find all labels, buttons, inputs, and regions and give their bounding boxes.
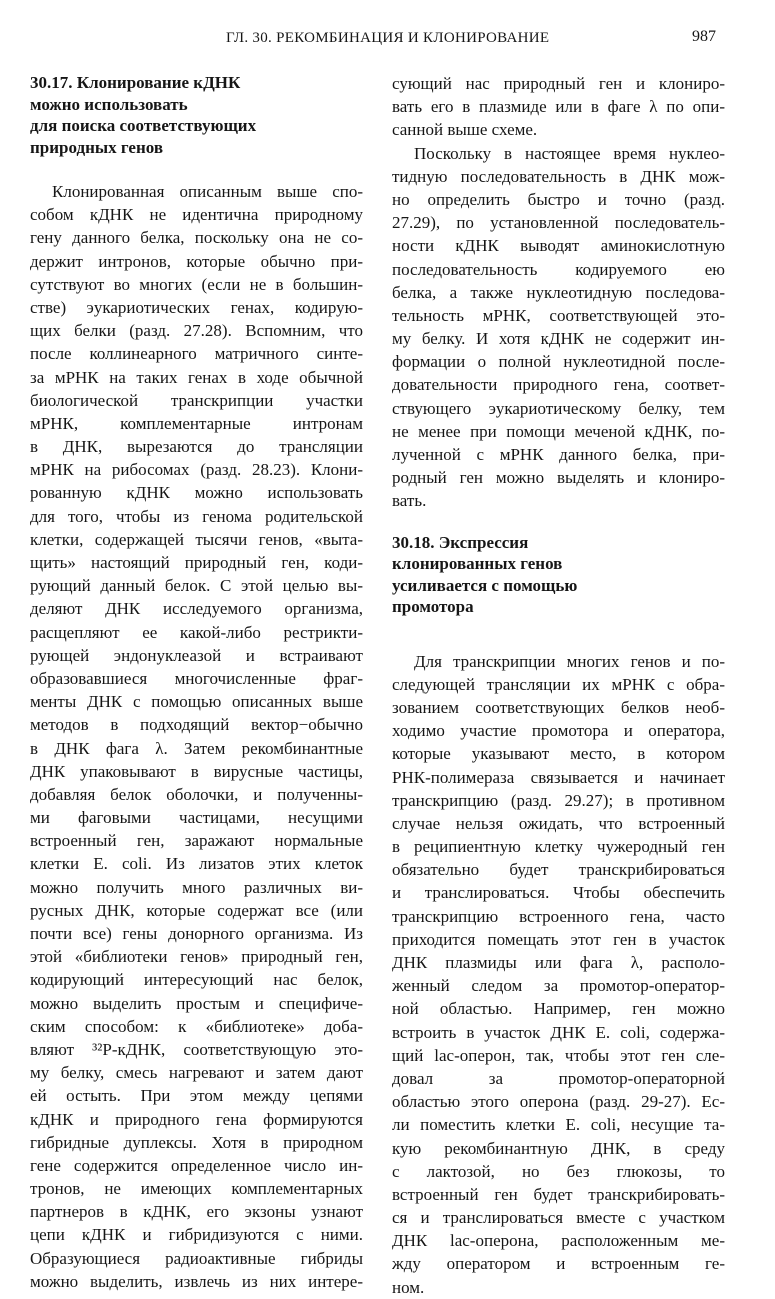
text-line: транскрипцию встроенного гена, часто — [392, 906, 725, 926]
text-line: следующей трансляции их мРНК с обра- — [392, 674, 725, 694]
text-line: жду оператором и встроенным ге- — [392, 1254, 725, 1274]
running-title: ГЛ. 30. РЕКОМБИНАЦИЯ И КЛОНИРОВАНИЕ — [226, 30, 550, 46]
text-line: ей остыть. При этом между цепями — [30, 1086, 363, 1106]
text-line: кую рекомбинантную ДНК, в среду — [392, 1138, 725, 1158]
heading-line: можно использовать — [30, 94, 188, 114]
text-line: рующей эндонуклеазой и встраивают — [30, 645, 363, 665]
text-line: можно выделить, извлечь из них интере- — [30, 1271, 363, 1291]
text-line: Для транскрипции многих генов и по- — [414, 651, 725, 671]
heading-line: для поиска соответствующих — [30, 116, 257, 135]
text-line: кодирующий интересующий нас белок, — [30, 970, 363, 990]
text-line: тидную последовательность в ДНК мож- — [392, 166, 725, 186]
text-line: вляют ³²Р-кДНК, соответствующую это- — [30, 1039, 363, 1059]
text-line: ной областью. Например, ген можно — [392, 999, 725, 1019]
heading-line: промотора — [392, 597, 474, 617]
section-18-heading — [392, 532, 725, 618]
text-line: клетки, содержащей тысячи генов, «выта- — [30, 529, 363, 549]
text-line: деляют ДНК исследуемого организма, — [30, 599, 363, 619]
text-line: русных ДНК, которые содержат все (или — [30, 900, 363, 920]
text-line: собом кДНК не идентична природному — [30, 205, 363, 225]
text-line: методов в подходящий вектор−обычно — [30, 715, 363, 735]
text-line: Образующиеся радиоактивные гибриды — [30, 1248, 363, 1268]
text-line: менты ДНК с помощью описанных выше — [30, 692, 363, 712]
text-line: клетки E. coli. Из лизатов этих клеток — [30, 854, 363, 874]
text-line: ми фаговыми частицами, несущими — [30, 808, 363, 828]
text-line: формации о полной нуклеотидной после- — [392, 352, 725, 372]
text-line: РНК-полимераза связывается и начинает — [392, 767, 725, 787]
paragraph — [392, 72, 725, 142]
text-line: му белку, смесь нагревают и затем дают — [30, 1063, 363, 1083]
text-line: гене содержится определенное число ин- — [30, 1155, 363, 1175]
page-number: 987 — [692, 28, 716, 45]
text-line: расщепляют ее какой-либо рестрикти- — [30, 622, 363, 642]
text-line: ходимо участие промотора и оператора, — [392, 721, 725, 741]
text-line: щий lac-оперон, так, чтобы этот ген сле- — [392, 1045, 725, 1065]
text-line: гибридные дуплексы. Хотя в природном — [30, 1132, 363, 1152]
text-line: приходится помещать этот ген в участок — [392, 929, 725, 949]
text-line: не менее при помощи меченой кДНК, по- — [392, 421, 725, 441]
text-line: ном. — [392, 1277, 425, 1297]
paragraph — [392, 142, 725, 513]
text-line: и транслироваться. Чтобы обеспечить — [392, 883, 725, 903]
text-line: вать. — [392, 491, 427, 511]
text-line: держит интронов, которые обычно при- — [30, 251, 363, 271]
text-line: транскрипцию (разд. 29.27); в противном — [392, 790, 725, 810]
text-line: в реципиентную клетку чужеродный ген — [392, 837, 725, 857]
running-head — [0, 28, 775, 52]
paragraph — [30, 180, 363, 1293]
text-line: ским способом: к «библиотеке» доба- — [30, 1016, 363, 1036]
text-line: ДНК упаковывают в вирусные частицы, — [30, 761, 363, 781]
text-line: мРНК, комплементарные интронам — [30, 413, 363, 433]
text-line: цепи кДНК и гибридизуются с ними. — [30, 1225, 363, 1245]
text-line: родный ген можно выделять и клониро- — [392, 468, 725, 488]
text-line: сующий нас природный ген и клониро- — [392, 74, 725, 93]
text-line: встроенный ген, заражают нормальные — [30, 831, 363, 851]
text-line: после коллинеарного матричного синте- — [30, 344, 363, 364]
paragraph — [392, 650, 725, 1299]
text-line: санной выше схеме. — [392, 120, 538, 140]
text-line: белка, а также нуклеотидную последова- — [392, 282, 725, 302]
text-line: кДНК и природного гена формируются — [30, 1109, 363, 1129]
text-line: женный следом за промотор-оператор- — [392, 976, 725, 996]
text-line: встроить в участок ДНК E. coli, содержа- — [392, 1022, 725, 1042]
text-line: му белку. И хотя кДНК не содержит ин- — [392, 329, 725, 349]
text-line: биологической транскрипции участки — [30, 390, 363, 410]
text-line: для того, чтобы из генома родительской — [30, 506, 363, 526]
text-line: щить» настоящий природный ген, коди- — [30, 553, 363, 572]
left-column — [30, 72, 363, 1293]
text-line: сутствуют во многих (если не в большин- — [30, 274, 363, 294]
text-line: ДНК lac-оперона, расположенным ме- — [392, 1231, 725, 1251]
text-line: с лактозой, но без глюкозы, то — [392, 1161, 725, 1181]
text-line: почти все) гены донорного организма. Из — [30, 924, 363, 943]
text-line: добавляя белок оболочки, и полученны- — [30, 784, 363, 804]
text-line: которые указывают место, в котором — [392, 744, 725, 764]
text-line: за мРНК на таких генах в ходе обычной — [30, 367, 363, 387]
text-line: но определить быстро и точно (разд. — [392, 189, 725, 209]
text-line: рованную кДНК можно использовать — [30, 483, 363, 503]
text-line: ли поместить клетки E. coli, несущие та- — [392, 1115, 725, 1135]
text-line: ся и транслироваться вместе с участком — [392, 1208, 725, 1228]
text-line: Поскольку в настоящее время нуклео- — [414, 143, 725, 163]
text-line: в ДНК, вырезаются до трансляции — [30, 437, 363, 457]
heading-line: природных генов — [30, 137, 164, 157]
text-line: случае нельзя ожидать, что встроенный — [392, 813, 725, 833]
text-line: этой «библиотеки генов» природный ген, — [30, 947, 363, 967]
text-line: стве) эукариотических генах, кодирую- — [30, 297, 363, 317]
text-line: можно выделить простым и специфиче- — [30, 993, 363, 1013]
text-line: мРНК на рибосомах (разд. 28.23). Клони- — [30, 460, 363, 480]
section-17-heading — [30, 72, 363, 158]
text-line: тельность мРНК, соответствующей это- — [392, 305, 725, 325]
text-line: встроенный ген будет транскрибировать- — [392, 1184, 725, 1204]
text-line: областью этого оперона (разд. 29-27). Ес- — [392, 1092, 725, 1112]
text-line: зованием соответствующих белков необ- — [392, 697, 725, 717]
text-line: 27.29), по установленной последователь- — [392, 213, 725, 233]
text-line: вать его в плазмиде или в фаге λ по опи- — [392, 97, 725, 117]
text-line: рующий данный белок. С этой целью вы- — [30, 576, 363, 596]
text-line: щих белки (разд. 27.28). Вспомним, что — [30, 321, 363, 341]
heading-line: клонированных генов — [392, 554, 563, 574]
text-line: довательности природного гена, соответ- — [392, 375, 725, 395]
text-line: тронов, не имеющих комплементарных — [30, 1179, 363, 1199]
text-line: лученной с мРНК данного белка, при- — [392, 445, 725, 464]
heading-line: усиливается с помощью — [392, 575, 578, 595]
text-line: последовательность кодируемого ею — [392, 259, 725, 279]
heading-line: 30.17. Клонирование кДНК — [30, 73, 241, 92]
text-line: можно получить много различных ви- — [30, 877, 363, 897]
text-line: ности кДНК выводят аминокислотную — [392, 236, 725, 256]
text-line: Клонированная описанным выше спо- — [52, 182, 363, 201]
text-line: ствующего эукариотическому белку, тем — [392, 398, 725, 418]
text-line: в ДНК фага λ. Затем рекомбинантные — [30, 738, 363, 758]
text-line: партнеров в кДНК, его экзоны узнают — [30, 1202, 363, 1222]
text-line: обязательно будет транскрибироваться — [392, 860, 725, 880]
text-line: образовавшиеся многочисленные фраг- — [30, 668, 363, 688]
text-line: ДНК плазмиды или фага λ, располо- — [392, 953, 725, 972]
text-line: гену данного белка, поскольку она не со- — [30, 228, 363, 248]
text-line: довал за промотор-операторной — [392, 1068, 725, 1088]
right-column — [392, 72, 725, 1299]
heading-line: 30.18. Экспрессия — [392, 532, 529, 552]
